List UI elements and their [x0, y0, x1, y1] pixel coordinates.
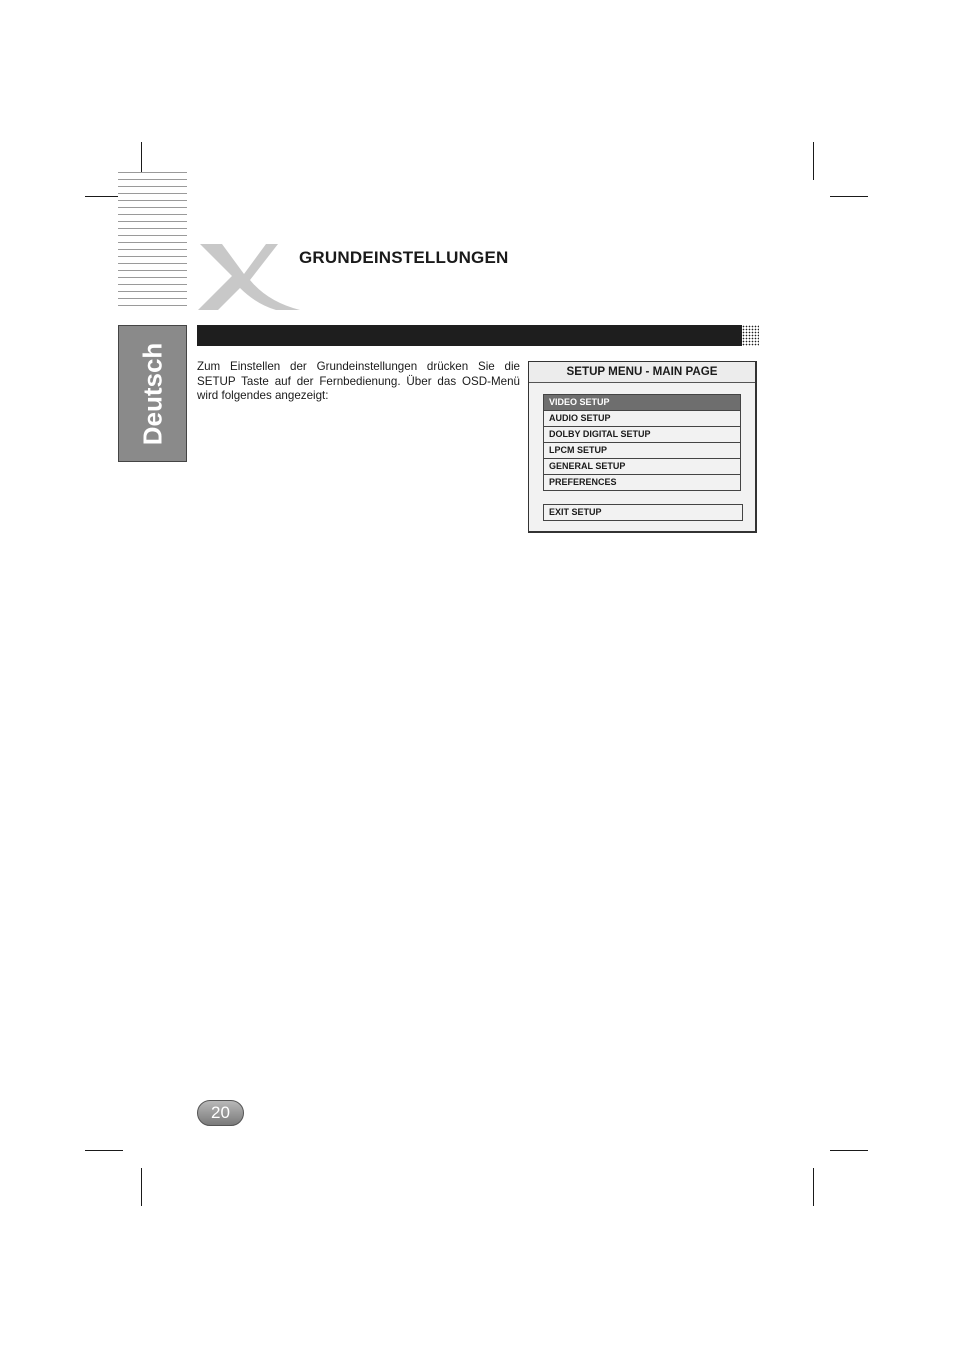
crop-mark-top-right-v	[813, 142, 814, 180]
header-bar-hatch	[733, 325, 759, 346]
osd-setup-menu	[528, 361, 757, 533]
crop-mark-top-right-h	[830, 196, 868, 197]
osd-exit-setup[interactable]: EXIT SETUP	[543, 504, 743, 521]
crop-mark-bottom-left-h	[85, 1150, 123, 1151]
page-number-badge: 20	[197, 1100, 244, 1126]
osd-item-lpcm-setup[interactable]: LPCM SETUP	[543, 443, 741, 459]
brand-x-logo	[196, 240, 302, 314]
osd-item-general-setup[interactable]: GENERAL SETUP	[543, 459, 741, 475]
osd-menu-list	[543, 394, 741, 491]
osd-menu-title: SETUP MENU - MAIN PAGE	[529, 362, 755, 383]
crop-mark-bottom-right-h	[830, 1150, 868, 1151]
section-header-bar	[197, 325, 742, 346]
osd-item-video-setup[interactable]: VIDEO SETUP	[543, 394, 741, 411]
language-tab	[118, 325, 187, 462]
osd-item-dolby-digital-setup[interactable]: DOLBY DIGITAL SETUP	[543, 427, 741, 443]
osd-item-preferences[interactable]: PREFERENCES	[543, 475, 741, 491]
crop-mark-bottom-right-v	[813, 1168, 814, 1206]
decorative-stripes	[118, 172, 187, 312]
intro-paragraph: Zum Einstellen der Grundeinstellungen drücken Sie die SETUP Taste auf der Fernbedienung. Über das OSD-Menü wird folgendes angezeigt:	[197, 360, 520, 403]
section-title: GRUNDEINSTELLUNGEN	[299, 248, 509, 267]
crop-mark-bottom-left-v	[141, 1168, 142, 1206]
osd-item-audio-setup[interactable]: AUDIO SETUP	[543, 411, 741, 427]
language-tab-label: Deutsch	[137, 342, 167, 445]
